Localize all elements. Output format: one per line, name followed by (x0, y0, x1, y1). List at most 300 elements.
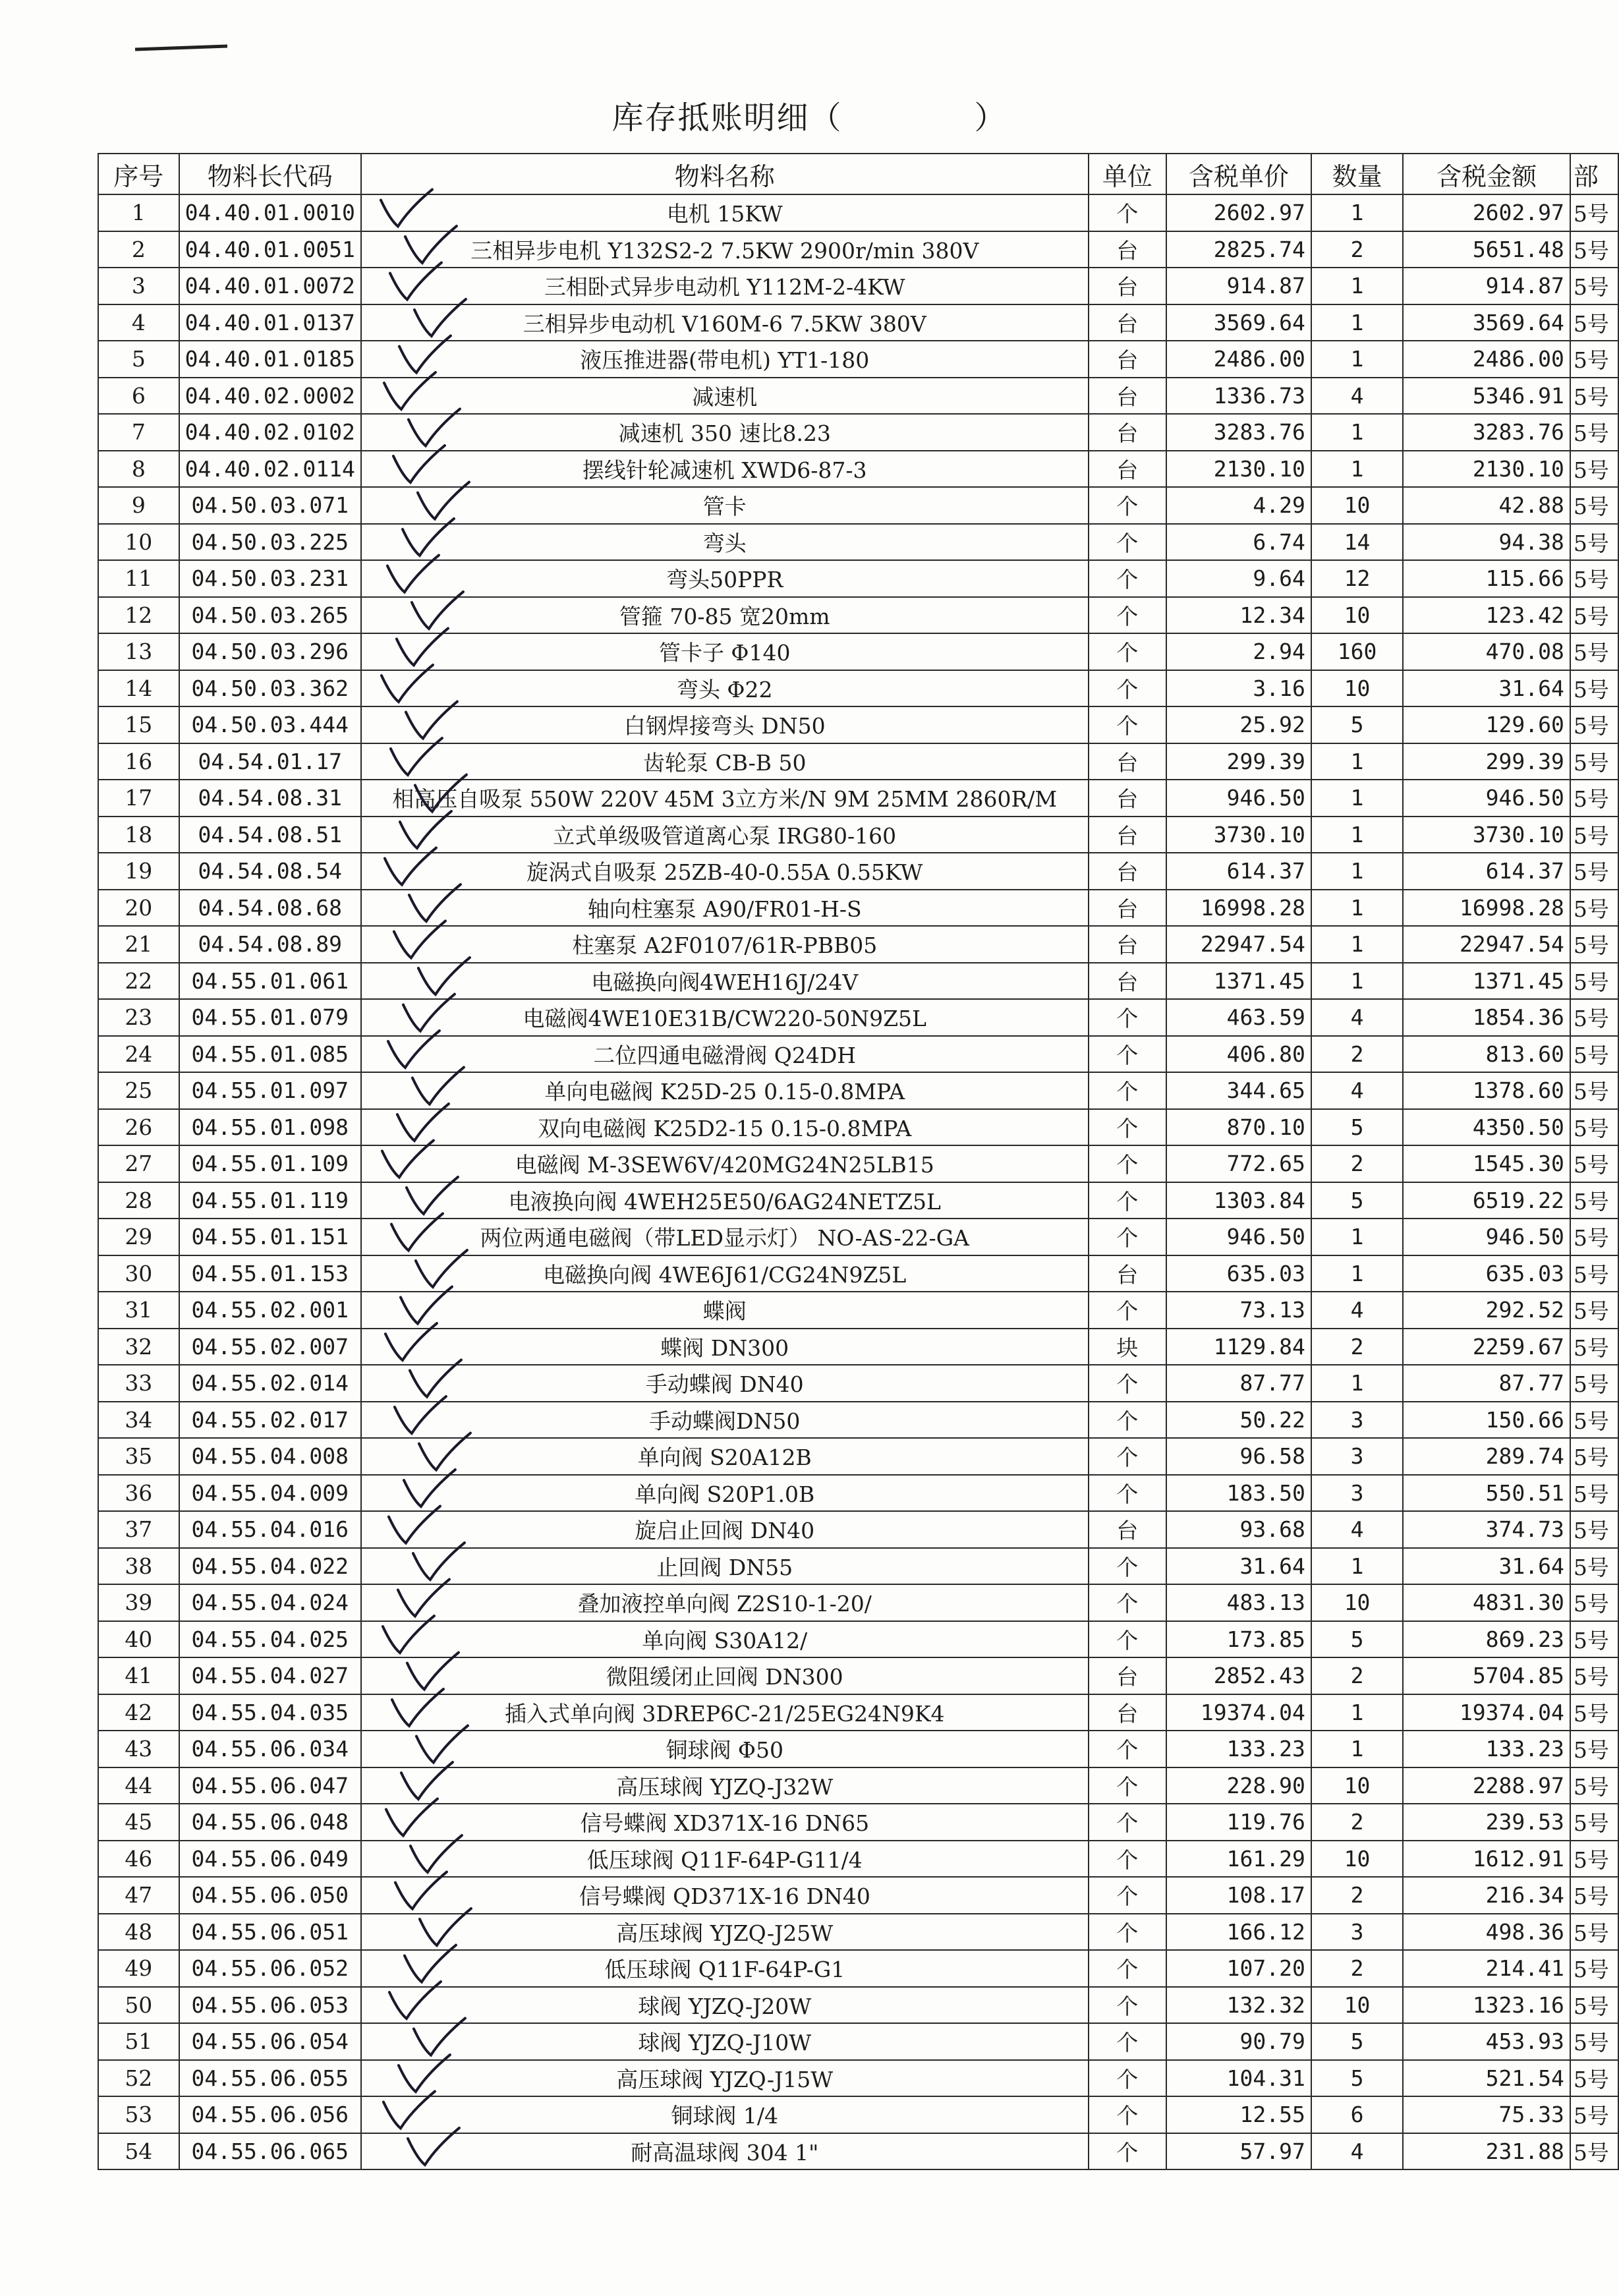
row-code: 04.55.01.061 (179, 963, 361, 1000)
row-qty: 4 (1311, 1072, 1403, 1109)
inventory-table (98, 153, 1619, 2170)
row-dept: 5号 (1570, 780, 1618, 817)
row-seq: 54 (98, 2133, 179, 2170)
row-seq: 52 (98, 2060, 179, 2097)
row-qty: 2 (1311, 1145, 1403, 1182)
row-amount: 5651.48 (1403, 231, 1570, 268)
row-unit: 个 (1089, 2060, 1166, 2097)
table-row (98, 743, 1618, 780)
row-name: 低压球阀 Q11F-64P-G1 (361, 1950, 1089, 1987)
table-row (98, 1072, 1618, 1109)
row-qty: 1 (1311, 743, 1403, 780)
document-title (0, 92, 1619, 138)
row-amount: 289.74 (1403, 1438, 1570, 1475)
row-amount: 1612.91 (1403, 1841, 1570, 1878)
row-unit: 个 (1089, 1584, 1166, 1621)
row-unit: 台 (1089, 1657, 1166, 1694)
row-dept: 5号 (1570, 524, 1618, 561)
row-price: 946.50 (1166, 1219, 1311, 1255)
row-dept: 5号 (1570, 1145, 1618, 1182)
row-qty: 5 (1311, 1621, 1403, 1658)
row-code: 04.50.03.225 (179, 524, 361, 561)
row-qty: 10 (1311, 1584, 1403, 1621)
row-qty: 1 (1311, 963, 1403, 1000)
table-row (98, 1694, 1618, 1731)
row-unit: 个 (1089, 706, 1166, 743)
table-row (98, 890, 1618, 927)
row-name: 轴向柱塞泵 A90/FR01-H-S (361, 890, 1089, 927)
row-dept: 5号 (1570, 926, 1618, 963)
row-seq: 43 (98, 1731, 179, 1767)
row-dept: 5号 (1570, 1548, 1618, 1585)
row-name: 三相异步电机 Y132S2-2 7.5KW 2900r/min 380V (361, 231, 1089, 268)
row-price: 463.59 (1166, 999, 1311, 1036)
row-name: 高压球阀 YJZQ-J15W (361, 2060, 1089, 2097)
row-dept: 5号 (1570, 1731, 1618, 1767)
row-dept: 5号 (1570, 1109, 1618, 1146)
row-amount: 4350.50 (1403, 1109, 1570, 1146)
row-unit: 个 (1089, 670, 1166, 707)
row-qty: 2 (1311, 1657, 1403, 1694)
row-amount: 115.66 (1403, 560, 1570, 597)
table-row (98, 1365, 1618, 1402)
row-qty: 10 (1311, 1987, 1403, 2024)
row-amount: 635.03 (1403, 1255, 1570, 1292)
row-code: 04.50.03.296 (179, 633, 361, 670)
row-seq: 47 (98, 1877, 179, 1914)
row-dept: 5号 (1570, 1036, 1618, 1073)
row-name: 摆线针轮减速机 XWD6-87-3 (361, 451, 1089, 488)
row-code: 04.50.03.362 (179, 670, 361, 707)
row-code: 04.50.03.444 (179, 706, 361, 743)
row-name: 三相卧式异步电动机 Y112M-2-4KW (361, 268, 1089, 304)
row-seq: 6 (98, 378, 179, 415)
row-amount: 42.88 (1403, 487, 1570, 524)
row-seq: 22 (98, 963, 179, 1000)
row-code: 04.55.04.027 (179, 1657, 361, 1694)
row-seq: 21 (98, 926, 179, 963)
header-name: 物料名称 (361, 154, 1089, 194)
row-dept: 5号 (1570, 817, 1618, 853)
row-seq: 40 (98, 1621, 179, 1658)
table-row (98, 670, 1618, 707)
row-dept: 5号 (1570, 1511, 1618, 1548)
row-seq: 27 (98, 1145, 179, 1182)
row-qty: 1 (1311, 780, 1403, 817)
row-price: 12.34 (1166, 597, 1311, 634)
row-seq: 41 (98, 1657, 179, 1694)
row-qty: 2 (1311, 1877, 1403, 1914)
table-row (98, 487, 1618, 524)
row-name: 减速机 350 速比8.23 (361, 414, 1089, 451)
row-name: 立式单级吸管道离心泵 IRG80-160 (361, 817, 1089, 853)
row-name: 双向电磁阀 K25D2-15 0.15-0.8MPA (361, 1109, 1089, 1146)
row-unit: 个 (1089, 1731, 1166, 1767)
row-code: 04.55.02.007 (179, 1329, 361, 1365)
row-amount: 2486.00 (1403, 341, 1570, 378)
row-dept: 5号 (1570, 560, 1618, 597)
row-dept: 5号 (1570, 1877, 1618, 1914)
row-dept: 5号 (1570, 1365, 1618, 1402)
row-dept: 5号 (1570, 890, 1618, 927)
row-unit: 台 (1089, 451, 1166, 488)
row-price: 772.65 (1166, 1145, 1311, 1182)
table-row (98, 633, 1618, 670)
row-unit: 台 (1089, 1511, 1166, 1548)
table-row (98, 1292, 1618, 1329)
row-price: 406.80 (1166, 1036, 1311, 1073)
row-amount: 231.88 (1403, 2133, 1570, 2170)
row-price: 614.37 (1166, 853, 1311, 890)
row-dept: 5号 (1570, 1329, 1618, 1365)
row-amount: 453.93 (1403, 2023, 1570, 2060)
row-name: 手动蝶阀DN50 (361, 1402, 1089, 1439)
row-price: 228.90 (1166, 1767, 1311, 1804)
row-unit: 台 (1089, 378, 1166, 415)
row-amount: 31.64 (1403, 1548, 1570, 1585)
row-name: 单向阀 S30A12/ (361, 1621, 1089, 1658)
row-unit: 个 (1089, 999, 1166, 1036)
row-unit: 个 (1089, 1950, 1166, 1987)
row-price: 1303.84 (1166, 1182, 1311, 1219)
row-name: 叠加液控单向阀 Z2S10-1-20/ (361, 1584, 1089, 1621)
row-dept: 5号 (1570, 1621, 1618, 1658)
row-dept: 5号 (1570, 341, 1618, 378)
row-code: 04.55.04.035 (179, 1694, 361, 1731)
row-name: 球阀 YJZQ-J20W (361, 1987, 1089, 2024)
row-amount: 946.50 (1403, 1219, 1570, 1255)
row-name: 止回阀 DN55 (361, 1548, 1089, 1585)
row-amount: 129.60 (1403, 706, 1570, 743)
row-qty: 5 (1311, 706, 1403, 743)
row-price: 3730.10 (1166, 817, 1311, 853)
table-row (98, 1219, 1618, 1255)
row-seq: 29 (98, 1219, 179, 1255)
row-dept: 5号 (1570, 304, 1618, 341)
row-qty: 3 (1311, 1402, 1403, 1439)
row-qty: 10 (1311, 670, 1403, 707)
row-seq: 23 (98, 999, 179, 1036)
row-seq: 26 (98, 1109, 179, 1146)
table-row (98, 2096, 1618, 2133)
row-unit: 个 (1089, 1219, 1166, 1255)
table-row (98, 1548, 1618, 1585)
row-unit: 个 (1089, 1109, 1166, 1146)
row-amount: 614.37 (1403, 853, 1570, 890)
table-row (98, 2023, 1618, 2060)
row-price: 1336.73 (1166, 378, 1311, 415)
row-unit: 个 (1089, 1475, 1166, 1512)
row-name: 电磁换向阀4WEH16J/24V (361, 963, 1089, 1000)
row-qty: 1 (1311, 268, 1403, 304)
row-seq: 9 (98, 487, 179, 524)
row-unit: 个 (1089, 1987, 1166, 2024)
row-name: 旋启止回阀 DN40 (361, 1511, 1089, 1548)
table-row (98, 268, 1618, 304)
row-unit: 个 (1089, 1036, 1166, 1073)
row-amount: 1854.36 (1403, 999, 1570, 1036)
row-seq: 48 (98, 1914, 179, 1951)
row-qty: 3 (1311, 1475, 1403, 1512)
row-seq: 31 (98, 1292, 179, 1329)
row-seq: 1 (98, 194, 179, 231)
row-name: 管箍 70-85 宽20mm (361, 597, 1089, 634)
row-seq: 3 (98, 268, 179, 304)
row-qty: 1 (1311, 451, 1403, 488)
row-code: 04.55.01.098 (179, 1109, 361, 1146)
row-dept: 5号 (1570, 378, 1618, 415)
row-price: 173.85 (1166, 1621, 1311, 1658)
row-seq: 13 (98, 633, 179, 670)
table-row (98, 1767, 1618, 1804)
row-price: 9.64 (1166, 560, 1311, 597)
row-name: 相高压自吸泵 550W 220V 45M 3立方米/N 9M 25MM 2860R/M (361, 780, 1089, 817)
row-amount: 214.41 (1403, 1950, 1570, 1987)
row-seq: 7 (98, 414, 179, 451)
table-row (98, 1657, 1618, 1694)
row-dept: 5号 (1570, 1950, 1618, 1987)
row-amount: 19374.04 (1403, 1694, 1570, 1731)
row-name: 电磁换向阀 4WE6J61/CG24N9Z5L (361, 1255, 1089, 1292)
row-qty: 1 (1311, 1255, 1403, 1292)
row-unit: 个 (1089, 2133, 1166, 2170)
row-qty: 1 (1311, 817, 1403, 853)
row-price: 4.29 (1166, 487, 1311, 524)
row-dept: 5号 (1570, 1255, 1618, 1292)
table-row (98, 1511, 1618, 1548)
row-price: 3.16 (1166, 670, 1311, 707)
row-code: 04.50.03.231 (179, 560, 361, 597)
row-dept: 5号 (1570, 670, 1618, 707)
row-code: 04.40.01.0137 (179, 304, 361, 341)
row-amount: 216.34 (1403, 1877, 1570, 1914)
table-row (98, 414, 1618, 451)
table-row (98, 1584, 1618, 1621)
table-row (98, 1731, 1618, 1767)
row-price: 635.03 (1166, 1255, 1311, 1292)
row-code: 04.55.04.008 (179, 1438, 361, 1475)
header-dept: 部 (1570, 154, 1618, 194)
row-code: 04.50.03.071 (179, 487, 361, 524)
row-dept: 5号 (1570, 999, 1618, 1036)
row-qty: 1 (1311, 414, 1403, 451)
row-name: 减速机 (361, 378, 1089, 415)
row-seq: 50 (98, 1987, 179, 2024)
row-name: 蝶阀 (361, 1292, 1089, 1329)
row-price: 183.50 (1166, 1475, 1311, 1512)
row-name: 旋涡式自吸泵 25ZB-40-0.55A 0.55KW (361, 853, 1089, 890)
row-price: 2825.74 (1166, 231, 1311, 268)
row-name: 耐高温球阀 304 1" (361, 2133, 1089, 2170)
row-code: 04.40.01.0072 (179, 268, 361, 304)
row-qty: 4 (1311, 1292, 1403, 1329)
row-code: 04.55.01.097 (179, 1072, 361, 1109)
table-row (98, 1475, 1618, 1512)
row-seq: 37 (98, 1511, 179, 1548)
row-amount: 3730.10 (1403, 817, 1570, 853)
row-price: 108.17 (1166, 1877, 1311, 1914)
row-seq: 11 (98, 560, 179, 597)
row-qty: 1 (1311, 194, 1403, 231)
row-qty: 1 (1311, 926, 1403, 963)
row-seq: 10 (98, 524, 179, 561)
row-name: 铜球阀 Φ50 (361, 1731, 1089, 1767)
row-dept: 5号 (1570, 1182, 1618, 1219)
row-amount: 2130.10 (1403, 451, 1570, 488)
row-qty: 2 (1311, 1804, 1403, 1841)
row-qty: 12 (1311, 560, 1403, 597)
row-seq: 49 (98, 1950, 179, 1987)
row-dept: 5号 (1570, 1584, 1618, 1621)
row-code: 04.40.01.0051 (179, 231, 361, 268)
table-row (98, 706, 1618, 743)
row-unit: 个 (1089, 1145, 1166, 1182)
row-code: 04.54.08.54 (179, 853, 361, 890)
row-dept: 5号 (1570, 1402, 1618, 1439)
row-price: 16998.28 (1166, 890, 1311, 927)
row-name: 高压球阀 YJZQ-J32W (361, 1767, 1089, 1804)
row-seq: 32 (98, 1329, 179, 1365)
row-qty: 1 (1311, 1548, 1403, 1585)
row-price: 161.29 (1166, 1841, 1311, 1878)
row-unit: 个 (1089, 487, 1166, 524)
title-text: 库存抵账明细（ (611, 100, 843, 136)
row-code: 04.54.08.68 (179, 890, 361, 927)
row-amount: 299.39 (1403, 743, 1570, 780)
row-price: 946.50 (1166, 780, 1311, 817)
row-dept: 5号 (1570, 268, 1618, 304)
row-name: 管卡 (361, 487, 1089, 524)
row-amount: 5704.85 (1403, 1657, 1570, 1694)
row-code: 04.55.06.055 (179, 2060, 361, 2097)
table-header-row (98, 154, 1618, 194)
row-price: 2852.43 (1166, 1657, 1311, 1694)
row-name: 电液换向阀 4WEH25E50/6AG24NETZ5L (361, 1182, 1089, 1219)
row-name: 单向电磁阀 K25D-25 0.15-0.8MPA (361, 1072, 1089, 1109)
row-unit: 个 (1089, 524, 1166, 561)
table-row (98, 1182, 1618, 1219)
row-qty: 5 (1311, 1182, 1403, 1219)
row-code: 04.40.01.0185 (179, 341, 361, 378)
row-qty: 4 (1311, 1511, 1403, 1548)
row-amount: 813.60 (1403, 1036, 1570, 1073)
table-row (98, 817, 1618, 853)
row-seq: 28 (98, 1182, 179, 1219)
row-code: 04.40.01.0010 (179, 194, 361, 231)
row-name: 管卡子 Φ140 (361, 633, 1089, 670)
row-unit: 台 (1089, 926, 1166, 963)
row-price: 57.97 (1166, 2133, 1311, 2170)
row-code: 04.55.01.085 (179, 1036, 361, 1073)
header-qty: 数量 (1311, 154, 1403, 194)
row-amount: 22947.54 (1403, 926, 1570, 963)
row-name: 单向阀 S20P1.0B (361, 1475, 1089, 1512)
row-qty: 1 (1311, 1694, 1403, 1731)
row-dept: 5号 (1570, 194, 1618, 231)
row-seq: 17 (98, 780, 179, 817)
table-row (98, 1914, 1618, 1951)
row-seq: 38 (98, 1548, 179, 1585)
table-row (98, 1987, 1618, 2024)
table-row (98, 1402, 1618, 1439)
row-price: 12.55 (1166, 2096, 1311, 2133)
row-code: 04.55.04.009 (179, 1475, 361, 1512)
row-amount: 1378.60 (1403, 1072, 1570, 1109)
row-seq: 53 (98, 2096, 179, 2133)
row-price: 104.31 (1166, 2060, 1311, 2097)
row-unit: 个 (1089, 1767, 1166, 1804)
row-code: 04.40.02.0114 (179, 451, 361, 488)
row-unit: 台 (1089, 853, 1166, 890)
row-price: 2130.10 (1166, 451, 1311, 488)
row-seq: 51 (98, 2023, 179, 2060)
row-name: 弯头 Φ22 (361, 670, 1089, 707)
table-row (98, 1036, 1618, 1073)
row-unit: 个 (1089, 1072, 1166, 1109)
title-close: ） (974, 100, 1008, 136)
row-unit: 台 (1089, 817, 1166, 853)
row-seq: 46 (98, 1841, 179, 1878)
row-code: 04.55.06.052 (179, 1950, 361, 1987)
row-amount: 1323.16 (1403, 1987, 1570, 2024)
row-seq: 4 (98, 304, 179, 341)
row-amount: 946.50 (1403, 780, 1570, 817)
row-code: 04.55.06.049 (179, 1841, 361, 1878)
row-unit: 台 (1089, 304, 1166, 341)
row-qty: 160 (1311, 633, 1403, 670)
row-unit: 个 (1089, 2096, 1166, 2133)
row-amount: 4831.30 (1403, 1584, 1570, 1621)
row-qty: 6 (1311, 2096, 1403, 2133)
row-code: 04.55.06.065 (179, 2133, 361, 2170)
row-seq: 14 (98, 670, 179, 707)
row-name: 弯头 (361, 524, 1089, 561)
table-row (98, 1621, 1618, 1658)
row-name: 微阻缓闭止回阀 DN300 (361, 1657, 1089, 1694)
row-qty: 5 (1311, 2023, 1403, 2060)
row-code: 04.55.01.151 (179, 1219, 361, 1255)
table-row (98, 1329, 1618, 1365)
row-price: 2486.00 (1166, 341, 1311, 378)
row-amount: 150.66 (1403, 1402, 1570, 1439)
row-qty: 2 (1311, 1329, 1403, 1365)
row-seq: 15 (98, 706, 179, 743)
table-row (98, 1145, 1618, 1182)
row-dept: 5号 (1570, 853, 1618, 890)
row-amount: 16998.28 (1403, 890, 1570, 927)
row-code: 04.55.01.153 (179, 1255, 361, 1292)
row-qty: 10 (1311, 1841, 1403, 1878)
row-dept: 5号 (1570, 1475, 1618, 1512)
row-dept: 5号 (1570, 963, 1618, 1000)
row-price: 73.13 (1166, 1292, 1311, 1329)
row-price: 2.94 (1166, 633, 1311, 670)
row-amount: 87.77 (1403, 1365, 1570, 1402)
table-row (98, 194, 1618, 231)
row-dept: 5号 (1570, 2133, 1618, 2170)
row-price: 2602.97 (1166, 194, 1311, 231)
row-dept: 5号 (1570, 451, 1618, 488)
row-price: 3569.64 (1166, 304, 1311, 341)
row-amount: 1371.45 (1403, 963, 1570, 1000)
row-unit: 个 (1089, 1877, 1166, 1914)
row-unit: 个 (1089, 633, 1166, 670)
row-amount: 498.36 (1403, 1914, 1570, 1951)
row-name: 插入式单向阀 3DREP6C-21/25EG24N9K4 (361, 1694, 1089, 1731)
row-code: 04.54.08.51 (179, 817, 361, 853)
row-qty: 4 (1311, 378, 1403, 415)
row-dept: 5号 (1570, 2096, 1618, 2133)
